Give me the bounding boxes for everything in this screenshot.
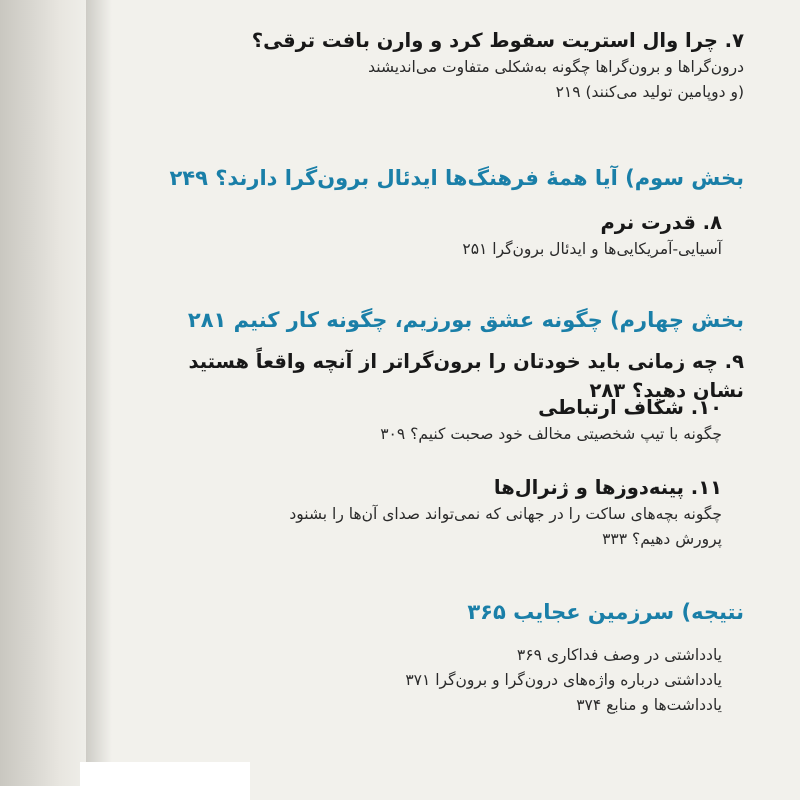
toc-entry-conclusion (152, 597, 744, 629)
table-of-contents (112, 0, 800, 800)
toc-entry-title: ۱۰. شکاف ارتباطی (538, 396, 722, 419)
toc-entry-title: ۷. چرا وال استریت سقوط کرد و وارن بافت ترقی؟ (251, 29, 744, 52)
toc-entry-subtitle-line: یادداشت‌ها و منابع ۳۷۴ (576, 696, 722, 715)
toc-section-title: بخش سوم) آیا همهٔ فرهنگ‌ها ایدئال برون‌گرا دارند؟ ۲۴۹ (169, 166, 744, 190)
toc-entry-chapter-7 (152, 26, 744, 105)
toc-entry-subtitle-line: یادداشتی در وصف فداکاری ۳۶۹ (516, 646, 722, 664)
toc-entry-title: ۸. قدرت نرم (600, 211, 722, 234)
toc-section-title: نتیجه) سرزمین عجایب ۳۶۵ (467, 600, 744, 624)
toc-entry-title: ۹. چه زمانی باید خودتان را برون‌گراتر از آنچه واقعاً هستید نشان دهید؟ ۲۸۳ (188, 350, 744, 403)
page-corner-highlight (80, 762, 250, 800)
toc-entry-part-3 (152, 163, 744, 195)
toc-entry-chapter-8 (152, 208, 744, 262)
toc-entry-subtitle-line: چگونه با تیپ شخصیتی مخالف خود صحبت کنیم؟ ۳۰۹ (380, 425, 722, 444)
toc-entry-subtitle-line: چگونه بچه‌های ساکت را در جهانی که نمی‌تواند صدای آن‌ها را بشنود (289, 505, 722, 524)
toc-entry-part-4 (152, 305, 744, 337)
toc-section-title: بخش چهارم) چگونه عشق بورزیم، چگونه کار کنیم ۲۸۱ (187, 308, 744, 332)
toc-entry-subtitle-line: درون‌گراها و برون‌گراها چگونه به‌شکلی متفاوت می‌اندیشند (368, 58, 744, 77)
page-corner-highlight-lower (0, 786, 90, 800)
page-binding-shadow (86, 0, 112, 800)
toc-entry-title: ۱۱. پینه‌دوزها و ژنرال‌ها (493, 476, 722, 499)
toc-entry-subtitle-line: (و دوپامین تولید می‌کنند) ۲۱۹ (555, 83, 744, 102)
toc-entry-chapter-10 (152, 393, 744, 447)
toc-entry-subtitle-line: آسیایی-آمریکایی‌ها و ایدئال برون‌گرا ۲۵۱ (462, 240, 722, 259)
toc-entry-back-matter (152, 643, 744, 718)
toc-entry-chapter-11 (152, 473, 744, 552)
toc-entry-subtitle-line: پرورش دهیم؟ ۳۳۳ (602, 530, 722, 549)
page-binding-gutter (0, 0, 86, 800)
toc-entry-subtitle-line: یادداشتی درباره واژه‌های درون‌گرا و برون‌گرا ۳۷۱ (405, 671, 722, 690)
